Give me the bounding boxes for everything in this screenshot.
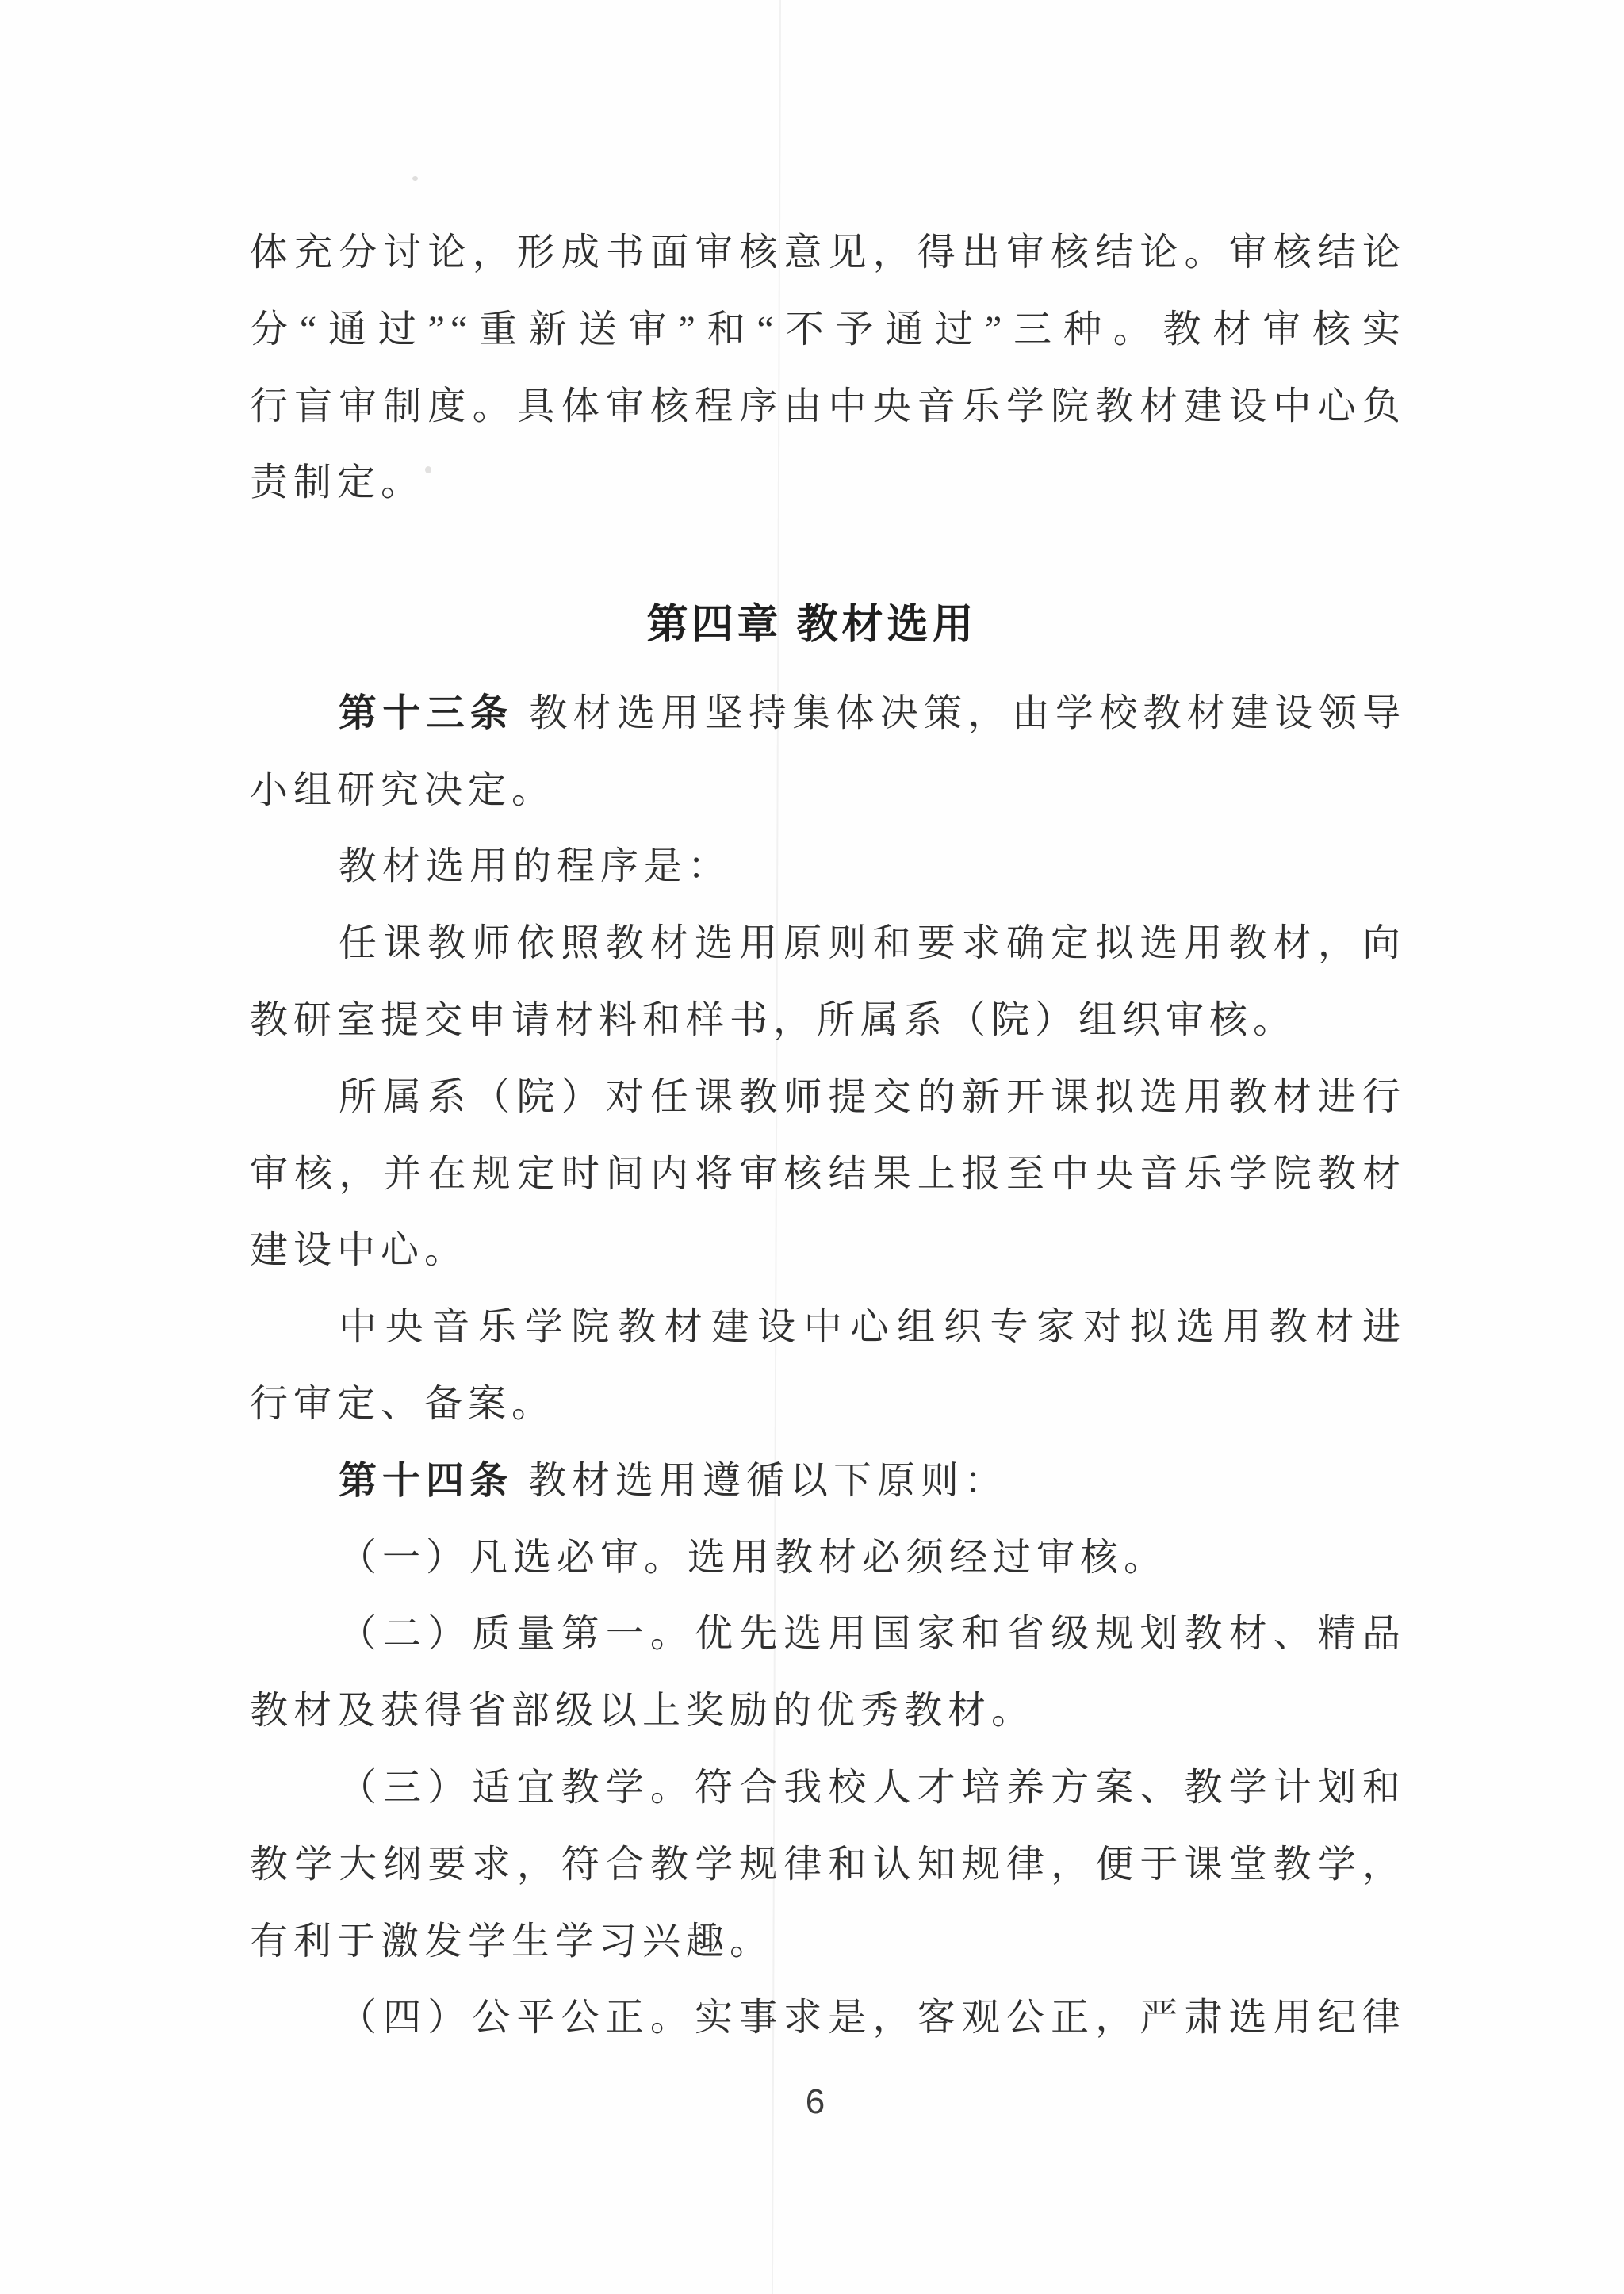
article-number: 第十四条 bbox=[339, 1460, 514, 1502]
article-number: 第十三条 bbox=[339, 692, 515, 734]
text-line: 行审定、备案。 bbox=[250, 1383, 556, 1425]
text-line: 分“通过”“重新送审”和“不予通过”三种。教材审核实 bbox=[250, 308, 1406, 350]
text-line: 责制定。 bbox=[250, 461, 425, 504]
text-line: 中央音乐学院教材建设中心组织专家对拟选用教材进 bbox=[339, 1306, 1406, 1348]
article-text: 教材选用遵循以下原则： bbox=[513, 1460, 1009, 1502]
text-line: 教学大纲要求，符合教学规律和认知规律，便于课堂教学， bbox=[250, 1844, 1406, 1886]
text-line: （二）质量第一。优先选用国家和省级规划教材、精品 bbox=[339, 1613, 1406, 1655]
text-line bbox=[250, 689, 1406, 741]
page-number: 6 bbox=[805, 2082, 825, 2121]
chapter-heading: 第四章 教材选用 bbox=[646, 603, 978, 648]
text-line: 行盲审制度。具体审核程序由中央音乐学院教材建设中心负 bbox=[250, 385, 1406, 427]
text-line: 教研室提交申请材料和样书，所属系（院）组织审核。 bbox=[250, 999, 1297, 1041]
text-line: 体充分讨论，形成书面审核意见，得出审核结论。审核结论 bbox=[250, 232, 1406, 274]
text-line bbox=[250, 1457, 1406, 1509]
text-line: 建设中心。 bbox=[250, 1229, 469, 1271]
text-line: 小组研究决定。 bbox=[250, 769, 556, 811]
text-line: （三）适宜教学。符合我校人才培养方案、教学计划和 bbox=[339, 1767, 1406, 1809]
article-text: 教材选用坚持集体决策，由学校教材建设领导 bbox=[514, 692, 1406, 734]
text-line: 教材及获得省部级以上奖励的优秀教材。 bbox=[250, 1690, 1036, 1732]
text-line: （一）凡选必审。选用教材必须经过审核。 bbox=[339, 1537, 1168, 1579]
text-line: 教材选用的程序是： bbox=[339, 845, 732, 887]
text-line: 任课教师依照教材选用原则和要求确定拟选用教材，向 bbox=[339, 922, 1406, 964]
text-line: 所属系（院）对任课教师提交的新开课拟选用教材进行 bbox=[339, 1076, 1406, 1118]
text-line: 有利于激发学生学习兴趣。 bbox=[250, 1921, 774, 1963]
text-line: 审核，并在规定时间内将审核结果上报至中央音乐学院教材 bbox=[250, 1153, 1406, 1195]
text-line: （四）公平公正。实事求是，客观公正，严肃选用纪律 bbox=[339, 1997, 1406, 2039]
